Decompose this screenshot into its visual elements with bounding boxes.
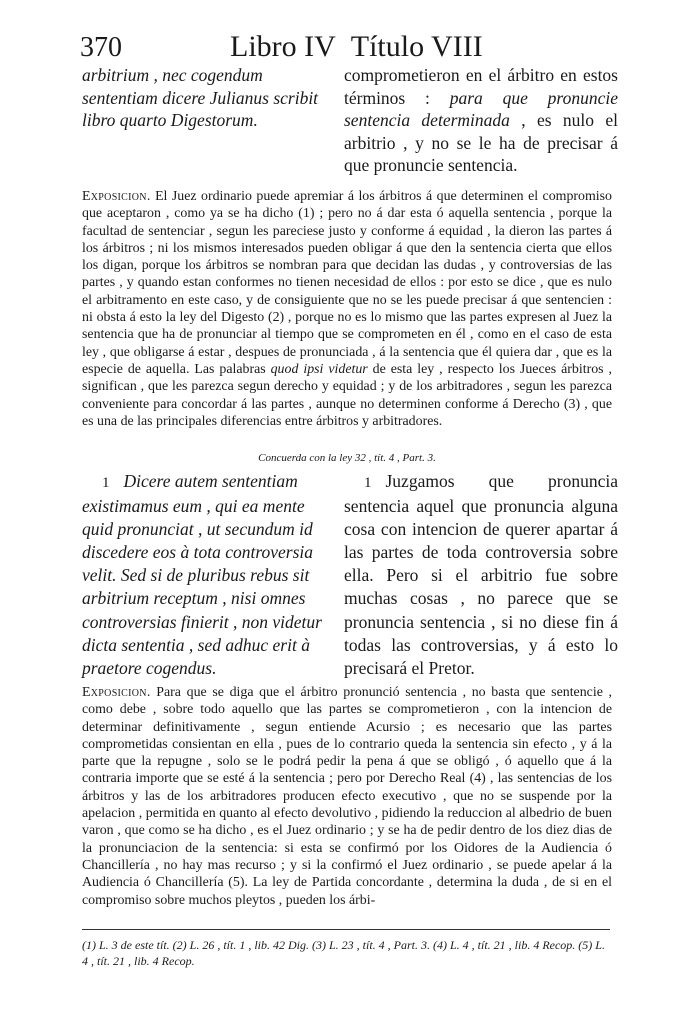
running-title (230, 30, 483, 64)
exposicion-paragraph-2 (82, 684, 612, 909)
exposicion-1-text-b: de esta ley , respecto los Jueces árbitros , significan , que les parezca segun derecho y equidad ; y de los arbitradores , segun les parezca conveniente para concordar á las partes , aunque no determinen conforme á Derecho (3) , que es una de las principales diferencias entre árbitros y arbitradores. (82, 361, 612, 429)
exposicion-paragraph-1 (82, 188, 612, 430)
section-1-spanish (344, 470, 618, 680)
section-1-numeral-spanish: 1 (364, 475, 372, 491)
section-1-latin (82, 470, 336, 680)
exposicion-2-text: Para que se diga que el árbitro pronunció sentencia , no basta que sentencie , como debe , sobre todo aquello que las partes se comprometieron , con la intencion de determinar definitivamente , segun entiende Acursio ; es necesario que las partes comprometidas consientan en ella , pues de lo contrario queda la sentencia sin efecto , y á la parte que la repugne , solo se le podrá pedir la pena á que se obligó , ó aquello que á la contraria importe que se esté á la sentencia ; pero por Derecho Real (4) , las sentencias de los árbitros y las de los arbitradores producen efecto executivo , que no se suspende por la apelacion , permitida en quanto al efecto devolutivo , pidiendo la reduccion al albedrio de buen varon , que como se ha dicho , es el Juez ordinario ; y se ha de pedir dentro de los diez dias de la pronunciacion de la sentencia: si esta se confirmó por los Oidores de la Audiencia ó Chancillería , no hay mas recurso ; y si la confirmó el Juez ordinario , se puede apelar á la Audiencia ó Chancillería (5). La ley de Partida concordante , determina la duda , de si en el compromiso sobre muchos pleytos , pueden los árbi- (82, 685, 612, 908)
top-latin-text: arbitrium , nec cogendum sententiam dicere Julianus scribit libro quarto Digestorum. (82, 65, 319, 131)
page-header (80, 26, 620, 66)
section-1-spanish-text: Juzgamos que pronuncia sentencia aquel que pronuncia alguna cosa con intencion de querer apartar á las partes de toda controversia sobre ella. Pero si el arbitrio fue sobre muchas cosas , no parece que se pronuncia sentencia , si no diese fin á todas las controversias, y á esto lo precisará el Pretor. (344, 471, 618, 678)
exposicion-label: Exposicion. (82, 685, 151, 700)
footnotes: (1) L. 3 de este tít. (2) L. 26 , tít. 1 , lib. 42 Dig. (3) L. 23 , tít. 4 , Part. 3. (4) L. 4 , tít. 21 , lib. 4 Recop. (5) L. 4 , tít. 21 , lib. 4 Recop. (82, 938, 605, 968)
top-spanish-post: , es nulo el arbitrio , y no se le ha de precisar á que pronuncie sentencia. (344, 110, 619, 176)
exposicion-label: Exposicion. (82, 189, 151, 204)
footnote-divider (82, 929, 610, 930)
top-spanish-text (344, 64, 618, 177)
title-label: Título VIII (350, 30, 483, 63)
exposicion-1-text-a: El Juez ordinario puede apremiar á los árbitros á que determinen el compromiso que aceptaron , como ya se ha dicho (1) ; pero no á dar esta ó aquella sentencia , porque la facultad de sentenciar , segun les pareciese justo y conforme á equidad , la dieron las partes á los árbitros ; ni los mismos interesados pueden obligar á que den la sentencia cierta que ellos los digan, porque los árbitros se nombran para que decidan las dudas , y controversias de las partes , y quando estan conformes no tienen necesidad de ellos : por esto se dice , que es nulo el arbitramento en este caso, y de consiguiente que no se les puede precisar á que sentencien : ni obsta á esto la ley del Digesto (2) , porque no es lo mismo que las partes expresen al Juez la sentencia que ha de pronunciar al tiempo que se comprometen en él , como en el caso de esta ley , que obligarse á estar , despues de pronunciada , á la sentencia que él quiera dar , que es la especie de aquella. Las palabras (82, 189, 612, 377)
section-1-latin-text: Dicere autem sententiam existimamus eum , qui ea mente quid pronunciat , ut secundum id discedere eos à tota controversia velit. Sed si de pluribus rebus sit arbitrium receptum , nisi omnes controversias finierit , non videtur dicta sententia , sed adhuc erit à praetore cogendus. (82, 471, 322, 678)
top-spanish-italic: para que pronuncie sentencia determinada (344, 87, 618, 131)
page-number: 370 (80, 32, 122, 63)
book-label: Libro IV (230, 30, 336, 63)
section-1-numeral-latin: 1 (102, 475, 110, 491)
top-spanish-pre: comprometieron en el árbitro en estos términos : (344, 65, 618, 108)
exposicion-1-italic: quod ipsi videtur (270, 361, 368, 377)
concordance-note: Concuerda con la ley 32 , tít. 4 , Part. 3. (258, 452, 436, 464)
